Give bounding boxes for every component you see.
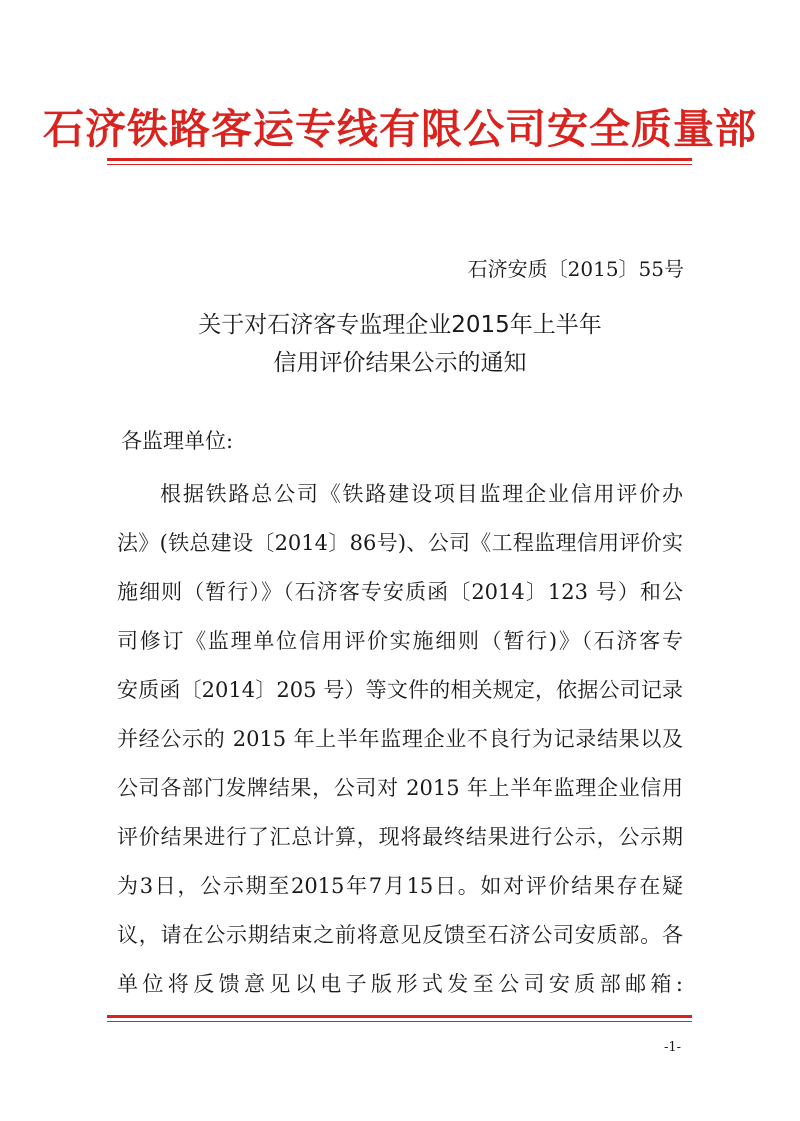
body-line: 法》(铁总建设〔2014〕86号)、公司《工程监理信用评价实 (117, 531, 683, 555)
body-line: 议，请在公示期结束之前将意见反馈至石济公司安质部。各 (117, 923, 683, 947)
document-number: 石济安质〔2015〕55号 (467, 257, 684, 281)
footer-rule-thick (107, 1015, 692, 1018)
body-line: 评价结果进行了汇总计算，现将最终结果进行公示，公示期 (117, 825, 683, 849)
body-line: 司修订《监理单位信用评价实施细则（暂行)》（石济客专 (117, 629, 683, 653)
footer-rule-thin (107, 1021, 692, 1022)
salutation: 各监理单位: (121, 429, 234, 453)
page-number: -1- (664, 1040, 682, 1055)
body-line: 施细则（暂行）》（石济客专安质函〔2014〕123 号）和公 (117, 580, 683, 604)
header-rule-thin (107, 164, 692, 165)
body-line: 公司各部门发牌结果，公司对 2015 年上半年监理企业信用 (117, 776, 683, 800)
body-line: 为3日，公示期至2015年7月15日。如对评价结果存在疑 (117, 874, 683, 898)
title-line-1: 关于对石济客专监理企业2015年上半年 (198, 312, 602, 338)
body-line: 安质函〔2014〕205 号）等文件的相关规定，依据公司记录 (117, 678, 683, 702)
org-header: 石济铁路客运专线有限公司安全质量部 (43, 105, 757, 153)
body-line: 根据铁路总公司《铁路建设项目监理企业信用评价办 (160, 482, 683, 506)
title-line-2: 信用评价结果公示的通知 (273, 350, 527, 376)
body-line: 并经公示的 2015 年上半年监理企业不良行为记录结果以及 (117, 727, 683, 751)
body-line: 单位将反馈意见以电子版形式发至公司安质部邮箱: (117, 972, 683, 996)
header-rule-thick (107, 158, 692, 161)
